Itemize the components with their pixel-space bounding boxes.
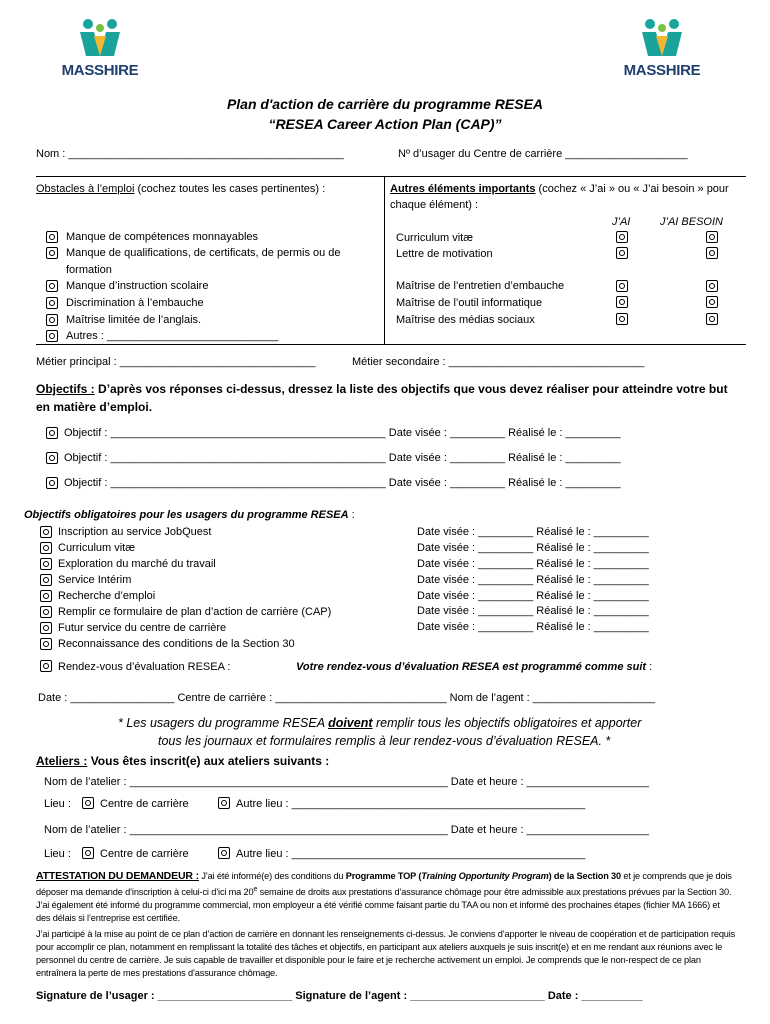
have-checkbox-4[interactable] <box>616 296 628 308</box>
masshire-figures-icon <box>50 16 150 62</box>
centre-checkbox-2[interactable] <box>82 847 94 859</box>
objectif-row-3[interactable]: Objectif : _____________________________________________ Date visée : _________ Réalisé le : _________ <box>64 477 621 489</box>
lieu-label-2: Lieu : <box>44 848 71 860</box>
rdv-fields[interactable]: Date : _________________ Centre de carrière : ____________________________ Nom de l’agent : ____________________ <box>38 692 656 704</box>
need-checkbox-1[interactable] <box>706 231 718 243</box>
obstacles-heading: Obstacles à l’emploi (cochez toutes les cases pertinentes) : <box>36 183 326 195</box>
other-label-4: Maîtrise de l’outil informatique <box>396 297 543 309</box>
other-label-3: Maîtrise de l’entretien d’embauche <box>396 280 565 292</box>
atelier-name-field-2[interactable]: Nom de l’atelier : ____________________________________________________ Date et heure : ____________________ <box>44 824 649 836</box>
have-checkbox-2[interactable] <box>616 247 628 259</box>
mandatory-heading: Objectifs obligatoires pour les usagers du programme RESEA : <box>24 509 355 521</box>
attestation-paragraph-2: J’ai participé à la mise au point de ce plan d’action de carrière en donnant les renseignements ci-dessus. Je conviens d’apporter le niveau de coopération et de participation requis pour accomplir ce plan, notamment en remplissant la totalité des tâches et objectifs, en participant aux ateliers auxquels je suis inscrit(e) et en me rendant aux réunions avec le personnel du centre de carrière. Je suis capable de travailler et disponible pour le faire et je recherche activement un emploi. Je comprends que le non-respect de ce plan entraînera la perte de mes prestations d’assurance chômage. <box>36 929 736 978</box>
signatures-line[interactable]: Signature de l’usager : ______________________ Signature de l’agent : ______________________ Date : __________ <box>36 990 643 1002</box>
mandatory-dates-4[interactable]: Date visée : _________ Réalisé le : _________ <box>417 574 649 586</box>
usager-number-field[interactable]: Nº d’usager du Centre de carrière ____________________ <box>398 148 688 160</box>
obstacle-checkbox-2[interactable] <box>46 247 58 259</box>
centre-checkbox-1[interactable] <box>82 797 94 809</box>
box-bottom-line <box>36 344 746 345</box>
mandatory-dates-3[interactable]: Date visée : _________ Réalisé le : _________ <box>417 558 649 570</box>
need-checkbox-4[interactable] <box>706 296 718 308</box>
masshire-logo-right <box>612 16 712 86</box>
page-subtitle: “RESEA Career Action Plan (CAP)” <box>268 116 502 132</box>
mandatory-label-8: Reconnaissance des conditions de la Section 30 <box>58 638 295 650</box>
objectif-checkbox-2[interactable] <box>46 452 58 464</box>
obstacle-checkbox-5[interactable] <box>46 314 58 326</box>
other-label-2: Lettre de motivation <box>396 248 493 260</box>
notice-line-2: tous les journaux et formulaires remplis à leur rendez-vous d’évaluation RESEA. * <box>158 734 611 748</box>
objectifs-heading-line2: en matière d’emploi. <box>36 400 153 414</box>
objectif-row-2[interactable]: Objectif : _____________________________________________ Date visée : _________ Réalisé le : _________ <box>64 452 621 464</box>
mandatory-label-1: Inscription au service JobQuest <box>58 526 212 538</box>
obstacle-checkbox-6[interactable] <box>46 330 58 342</box>
obstacle-label-2-cont: formation <box>66 264 112 276</box>
atelier-name-field-1[interactable]: Nom de l’atelier : ____________________________________________________ Date et heure : ____________________ <box>44 776 649 788</box>
obstacle-label-1: Manque de compétences monnayables <box>66 231 259 243</box>
notice-line-1: * Les usagers du programme RESEA doivent remplir tous les objectifs obligatoires et apporter <box>118 716 642 730</box>
need-checkbox-5[interactable] <box>706 313 718 325</box>
have-checkbox-3[interactable] <box>616 280 628 292</box>
have-checkbox-1[interactable] <box>616 231 628 243</box>
rdv-label: Rendez-vous d’évaluation RESEA : <box>58 661 231 673</box>
mandatory-dates-1[interactable]: Date visée : _________ Réalisé le : _________ <box>417 526 649 538</box>
masshire-figures-icon <box>612 16 712 62</box>
autre-checkbox-1[interactable] <box>218 797 230 809</box>
nom-field[interactable]: Nom : _____________________________________________ <box>36 148 344 160</box>
other-label-5: Maîtrise des médias sociaux <box>396 314 535 326</box>
obstacle-label-2: Manque de qualifications, de certificats, de permis ou de <box>66 247 341 259</box>
autre-lieu-field-1[interactable]: Autre lieu : ________________________________________________ <box>236 798 586 810</box>
box-divider <box>384 176 385 344</box>
other-heading: Autres éléments importants (cochez « J’ai » ou « J’ai besoin » pour <box>390 183 729 195</box>
ateliers-heading: Ateliers : Vous êtes inscrit(e) aux ateliers suivants : <box>36 754 330 768</box>
box-top-line <box>36 176 746 177</box>
objectif-checkbox-1[interactable] <box>46 427 58 439</box>
mandatory-checkbox-7[interactable] <box>40 622 52 634</box>
obstacle-checkbox-3[interactable] <box>46 280 58 292</box>
mandatory-checkbox-2[interactable] <box>40 542 52 554</box>
obstacle-label-3: Manque d’instruction scolaire <box>66 280 209 292</box>
obstacle-checkbox-4[interactable] <box>46 297 58 309</box>
mandatory-label-6: Remplir ce formulaire de plan d’action de carrière (CAP) <box>58 606 332 618</box>
other-label-1: Curriculum vitæ <box>396 232 474 244</box>
mandatory-dates-6[interactable]: Date visée : _________ Réalisé le : _________ <box>417 605 649 617</box>
objectifs-heading: Objectifs : D’après vos réponses ci-dessus, dressez la liste des objectifs que vous devez réaliser pour atteindre votre but <box>36 382 728 396</box>
mandatory-checkbox-5[interactable] <box>40 590 52 602</box>
mandatory-label-7: Futur service du centre de carrière <box>58 622 227 634</box>
col-have-header: J’AI <box>612 216 631 228</box>
metier-secondaire-field[interactable]: Métier secondaire : ________________________________ <box>352 356 645 368</box>
obstacle-checkbox-1[interactable] <box>46 231 58 243</box>
mandatory-dates-2[interactable]: Date visée : _________ Réalisé le : _________ <box>417 542 649 554</box>
rdv-checkbox[interactable] <box>40 660 52 672</box>
autre-checkbox-2[interactable] <box>218 847 230 859</box>
need-checkbox-2[interactable] <box>706 247 718 259</box>
objectif-row-1[interactable]: Objectif : _____________________________________________ Date visée : _________ Réalisé le : _________ <box>64 427 621 439</box>
mandatory-label-3: Exploration du marché du travail <box>58 558 216 570</box>
mandatory-label-2: Curriculum vitæ <box>58 542 136 554</box>
page-title: Plan d'action de carrière du programme RESEA <box>226 96 544 112</box>
obstacle-label-6: Autres : ____________________________ <box>66 330 279 342</box>
lieu-label-1: Lieu : <box>44 798 71 810</box>
obstacle-label-4: Discrimination à l’embauche <box>66 297 204 309</box>
masshire-logo-left <box>50 16 150 86</box>
have-checkbox-5[interactable] <box>616 313 628 325</box>
obstacle-label-5: Maîtrise limitée de l’anglais. <box>66 314 202 326</box>
centre-label-1: Centre de carrière <box>100 798 189 810</box>
mandatory-checkbox-8[interactable] <box>40 638 52 650</box>
metier-principal-field[interactable]: Métier principal : ________________________________ <box>36 356 316 368</box>
need-checkbox-3[interactable] <box>706 280 718 292</box>
objectif-checkbox-3[interactable] <box>46 477 58 489</box>
masshire-wordmark: MASSHIRE <box>623 62 701 79</box>
mandatory-dates-5[interactable]: Date visée : _________ Réalisé le : _________ <box>417 590 649 602</box>
attestation-paragraph-1: ATTESTATION DU DEMANDEUR : J’ai été informé(e) des conditions du Programme TOP (Training Opportunity Program) de la Section 30 et je comprends que je dois déposer ma demande d’inscription à celui-ci d’ici ma 20e semaine de droits aux prestations d’assurance chômage pour être admissible aux prestations prévues par la Section 30. J’ai également été informé du programme commercial, mon employeur a été vérifié comme faisant partie du TAA ou non et informé des prochaines étapes (fichier MA 1666) et des délais si l’entreprise est certifiée. <box>36 870 732 924</box>
autre-lieu-field-2[interactable]: Autre lieu : ________________________________________________ <box>236 848 586 860</box>
mandatory-label-5: Recherche d’emploi <box>58 590 156 602</box>
mandatory-checkbox-4[interactable] <box>40 574 52 586</box>
mandatory-label-4: Service Intérim <box>58 574 132 586</box>
other-heading-line2: chaque élément) : <box>390 199 479 211</box>
rdv-text: Votre rendez-vous d’évaluation RESEA est programmé comme suit : <box>296 661 653 673</box>
mandatory-checkbox-6[interactable] <box>40 606 52 618</box>
masshire-wordmark: MASSHIRE <box>61 62 139 79</box>
mandatory-checkbox-1[interactable] <box>40 526 52 538</box>
mandatory-dates-7[interactable]: Date visée : _________ Réalisé le : _________ <box>417 621 649 633</box>
mandatory-checkbox-3[interactable] <box>40 558 52 570</box>
centre-label-2: Centre de carrière <box>100 848 189 860</box>
col-need-header: J’AI BESOIN <box>660 216 723 228</box>
